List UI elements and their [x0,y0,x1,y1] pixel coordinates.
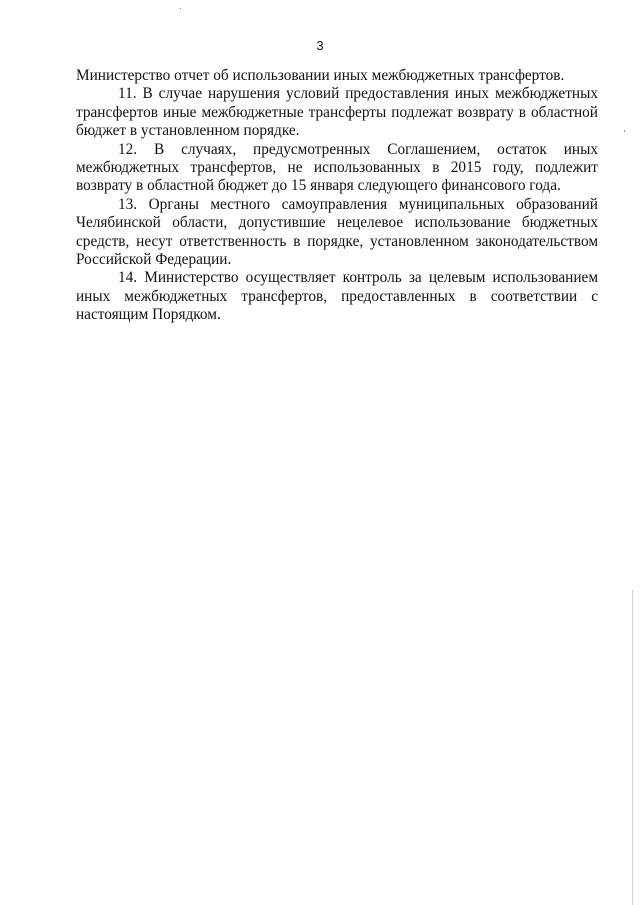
paragraph-12: 12. В случаях, предусмотренных Соглашением, остаток иных межбюджетных трансфертов, не использованных в 2015 году, подлежит возврату в областной бюджет до 15 января следующего финансового года. [76,140,598,195]
paragraph-13: 13. Органы местного самоуправления муниципальных образований Челябинской области, допустившие нецелевое использование бюджетных средств, несут ответственность в порядке, установленном законодательством Российской Федерации. [76,195,598,269]
scan-speck [624,130,625,132]
document-body [76,67,598,325]
paragraph-11: 11. В случае нарушения условий предоставления иных межбюджетных трансфертов иные межбюджетные трансферты подлежат возврату в областной бюджет в установленном порядке. [76,85,598,140]
scan-speck [180,8,181,9]
paragraph-continuation: Министерство отчет об использовании иных межбюджетных трансфертов. [76,67,565,84]
page-number: 3 [316,38,324,53]
paragraph-14: 14. Министерство осуществляет контроль за целевым использованием иных межбюджетных трансфертов, предоставленных в соответствии с настоящим Порядком. [76,269,598,324]
scan-edge-line [632,590,633,905]
